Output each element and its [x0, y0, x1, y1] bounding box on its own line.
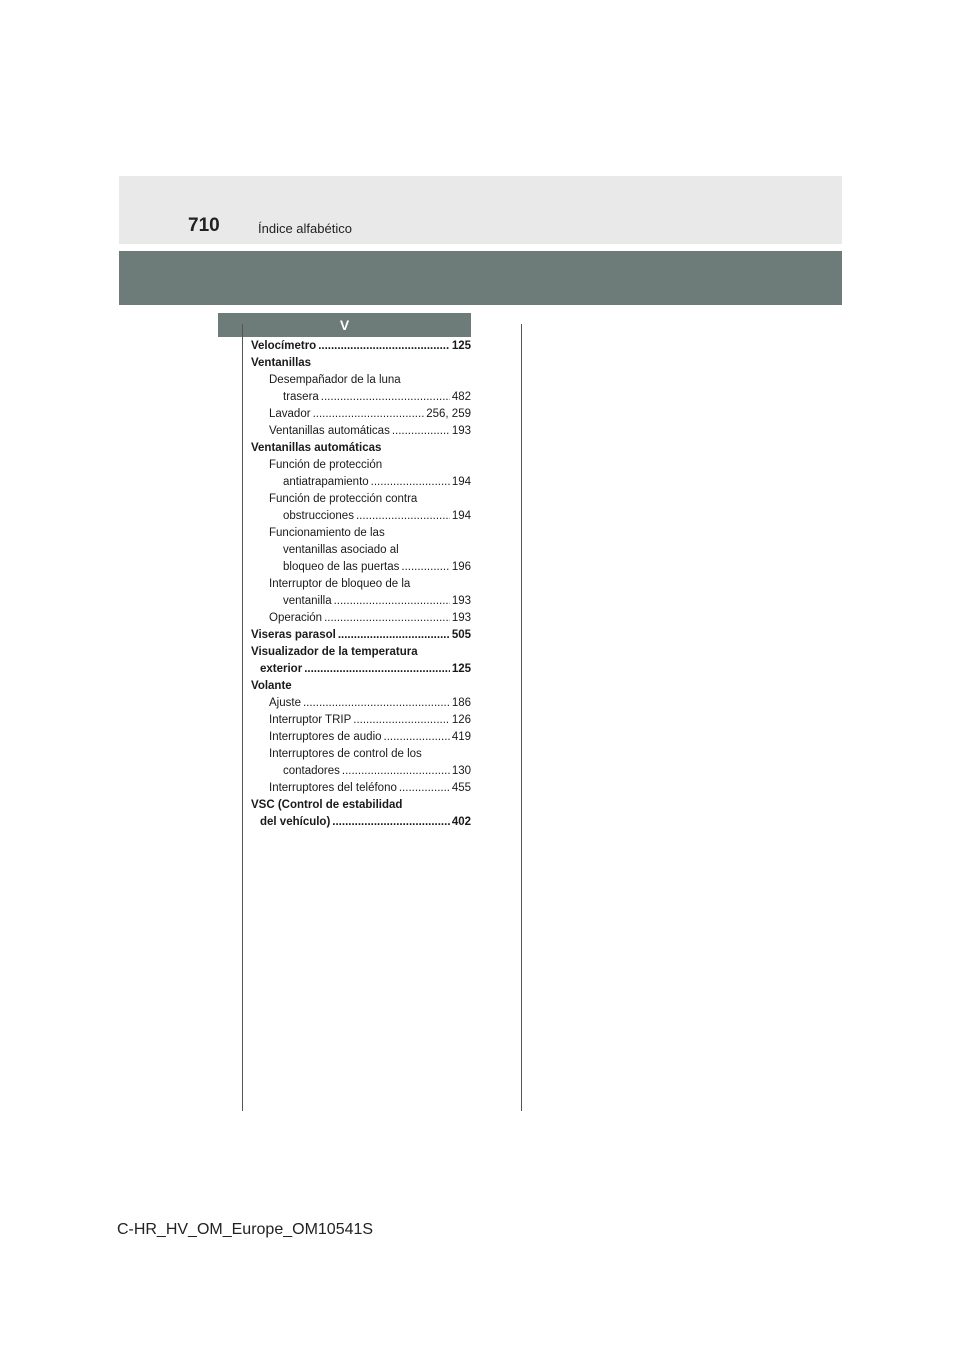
index-entry-text: Ventanillas automáticas [269, 425, 390, 437]
index-entry-text: ventanilla [283, 595, 332, 607]
document-code: C-HR_HV_OM_Europe_OM10541S [116, 1221, 374, 1238]
index-entry-text: Interruptores de audio [269, 731, 382, 743]
index-entry [251, 389, 471, 406]
index-entry [251, 763, 471, 780]
index-entry-text: Función de protección [269, 459, 383, 471]
index-entry-page: 194 [451, 476, 471, 488]
index-entry [251, 457, 471, 474]
index-entry-page: 402 [451, 816, 471, 828]
index-entry-page: 193 [451, 595, 471, 607]
index-list [251, 338, 471, 831]
index-entry [251, 474, 471, 491]
dot-leader [321, 389, 450, 406]
index-entry-text: Visualizador de la temperatura [251, 646, 418, 658]
index-entry-text: Volante [251, 680, 292, 692]
dot-leader [356, 508, 450, 525]
index-entry [251, 559, 471, 576]
index-entry [251, 695, 471, 712]
index-entry [251, 729, 471, 746]
dot-leader [303, 695, 450, 712]
index-entry [251, 491, 471, 508]
index-entry-text: Funcionamiento de las [269, 527, 385, 539]
index-entry-text: ventanillas asociado al [283, 544, 399, 556]
index-entry-page: 125 [451, 340, 471, 352]
index-entry-text: Ventanillas automáticas [251, 442, 382, 454]
index-entry [251, 678, 471, 695]
index-entry [251, 508, 471, 525]
index-entry-page: 196 [451, 561, 471, 573]
index-entry-text: Interruptor de bloqueo de la [269, 578, 411, 590]
dot-leader [334, 593, 450, 610]
index-letter: V [339, 317, 350, 333]
index-entry [251, 593, 471, 610]
index-entry [251, 440, 471, 457]
index-entry [251, 338, 471, 355]
index-entry-text: Lavador [269, 408, 311, 420]
dot-leader [304, 661, 450, 678]
dot-leader [399, 780, 450, 797]
index-entry-text: del vehículo) [260, 816, 331, 828]
index-entry [251, 797, 471, 814]
index-entry-text: Desempañador de la luna [269, 374, 401, 386]
index-letter-tab [218, 313, 471, 337]
index-entry-text: Función de protección contra [269, 493, 418, 505]
index-entry [251, 525, 471, 542]
index-entry-page: 130 [451, 765, 471, 777]
index-entry-page: 186 [451, 697, 471, 709]
index-entry-text: exterior [260, 663, 303, 675]
dot-leader [338, 627, 450, 644]
index-entry-text: Interruptores del teléfono [269, 782, 397, 794]
index-entry-text: trasera [283, 391, 319, 403]
dot-leader [342, 763, 450, 780]
index-entry-page: 256, 259 [426, 408, 471, 420]
index-entry-page: 194 [451, 510, 471, 522]
column-divider-left [242, 324, 243, 1111]
index-entry [251, 355, 471, 372]
index-entry [251, 627, 471, 644]
dot-leader [353, 712, 450, 729]
index-entry-text: Viseras parasol [251, 629, 336, 641]
decorative-band [119, 251, 842, 305]
index-entry-page: 193 [451, 612, 471, 624]
index-entry-text: obstrucciones [283, 510, 354, 522]
dot-leader [384, 729, 450, 746]
dot-leader [318, 338, 450, 355]
index-entry-text: Ventanillas [251, 357, 312, 369]
index-entry-page: 505 [451, 629, 471, 641]
index-entry-page: 455 [451, 782, 471, 794]
index-entry-text: Interruptor TRIP [269, 714, 352, 726]
page-number: 710 [188, 215, 220, 236]
index-entry-page: 126 [451, 714, 471, 726]
index-entry [251, 661, 471, 678]
index-entry [251, 780, 471, 797]
header-band [119, 176, 842, 244]
index-entry-text: Operación [269, 612, 323, 624]
index-entry-text: Interruptores de control de los [269, 748, 422, 760]
dot-leader [371, 474, 450, 491]
index-entry [251, 610, 471, 627]
index-entry-text: VSC (Control de estabilidad [251, 799, 403, 811]
section-title: Índice alfabético [258, 221, 352, 236]
index-entry-text: contadores [283, 765, 340, 777]
index-entry-page: 193 [451, 425, 471, 437]
index-entry [251, 576, 471, 593]
index-entry-text: bloqueo de las puertas [283, 561, 400, 573]
index-entry [251, 406, 471, 423]
index-entry-page: 482 [451, 391, 471, 403]
index-entry-text: antiatrapamiento [283, 476, 369, 488]
index-entry [251, 814, 471, 831]
dot-leader [324, 610, 450, 627]
index-entry [251, 746, 471, 763]
column-divider-right [521, 324, 522, 1111]
index-entry-page: 125 [451, 663, 471, 675]
index-entry [251, 712, 471, 729]
dot-leader [313, 406, 425, 423]
index-entry-text: Ajuste [269, 697, 301, 709]
index-entry-text: Velocímetro [251, 340, 317, 352]
dot-leader [332, 814, 450, 831]
index-entry [251, 542, 471, 559]
dot-leader [392, 423, 450, 440]
index-entry-page: 419 [451, 731, 471, 743]
index-entry [251, 423, 471, 440]
index-entry [251, 644, 471, 661]
dot-leader [401, 559, 449, 576]
index-entry [251, 372, 471, 389]
